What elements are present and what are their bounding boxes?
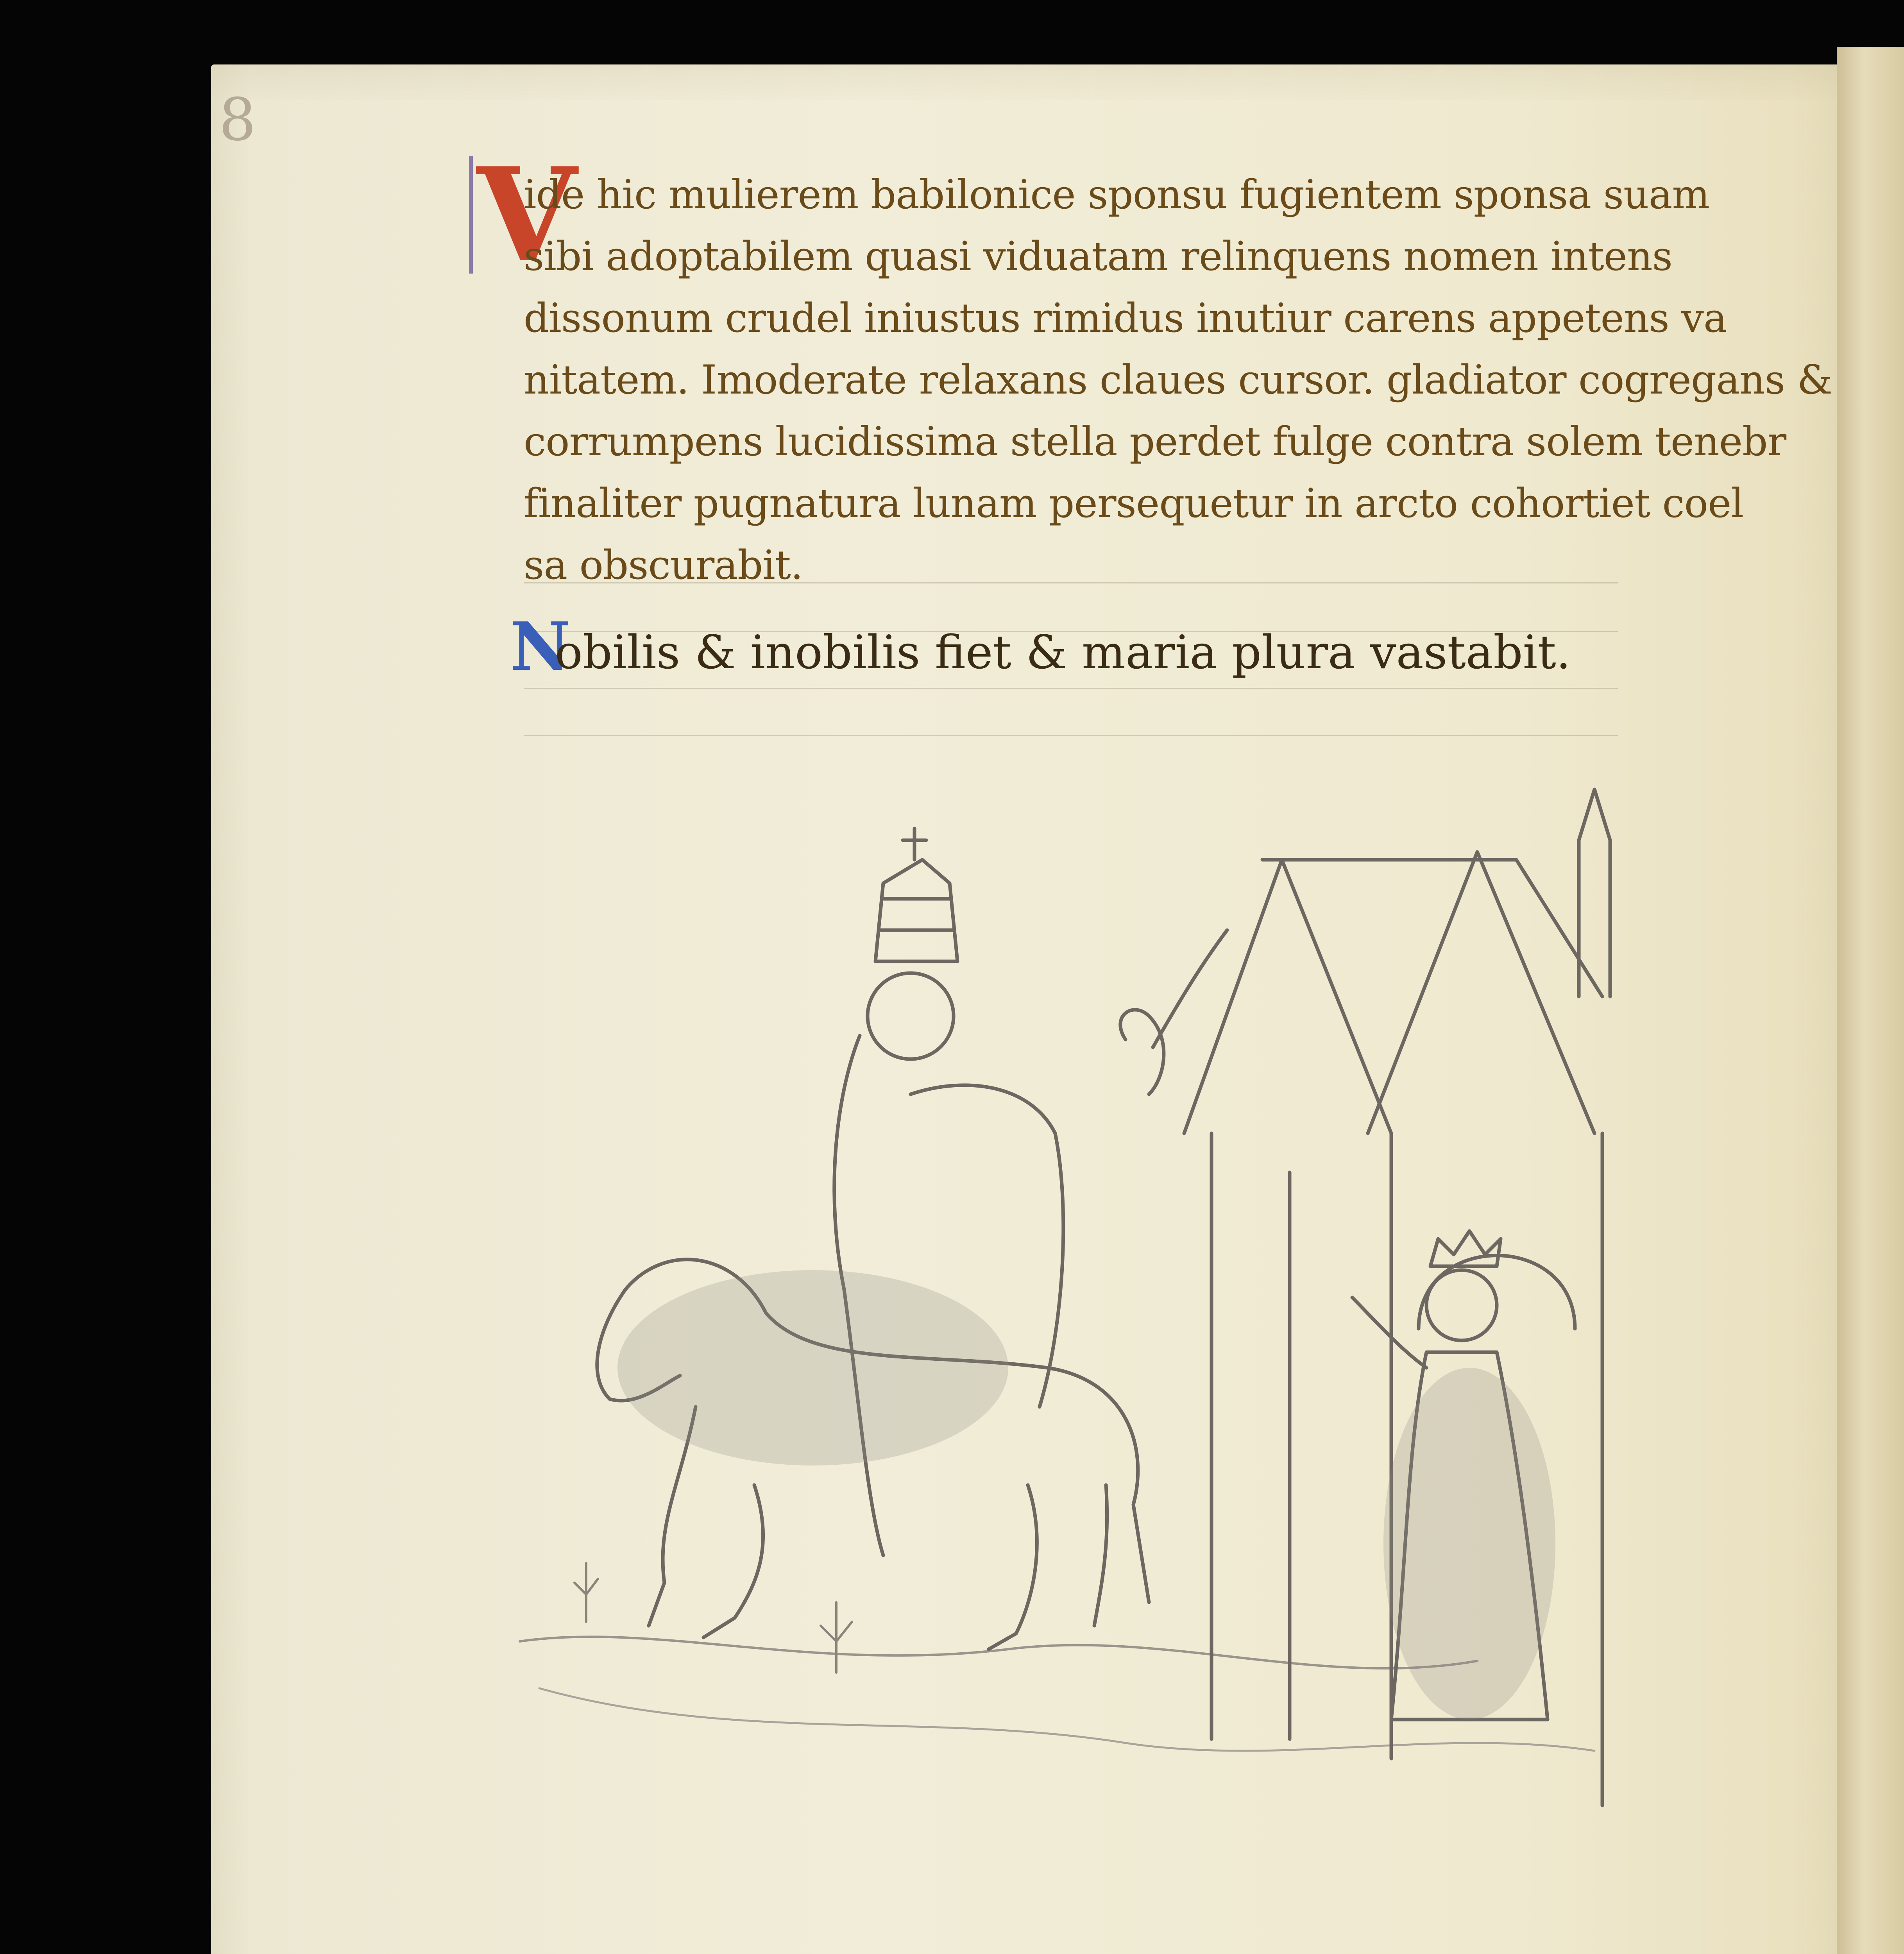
text-line: sa obscurabit.: [524, 542, 803, 589]
decorated-initial-v: V: [469, 156, 571, 274]
binding-gutter: [1837, 47, 1904, 1954]
text-line: dissonum crudel iniustus rimidus inutiur carens appetens va: [524, 295, 1727, 342]
text-line: sibi adoptabilem quasi viduatam relinquens nomen intens: [524, 233, 1673, 280]
ruling-line: [524, 735, 1618, 736]
pope-horse-illustration: [461, 743, 1653, 1954]
text-line: finaliter pugnatura lunam persequetur in arcto cohortiet coel: [524, 480, 1743, 527]
ruling-line: [524, 688, 1618, 689]
ruling-line: [524, 582, 1618, 583]
verse-line: obilis & inobilis fiet & maria plura vastabit.: [555, 625, 1571, 679]
text-line: ide hic mulierem babilonice sponsu fugientem sponsa suam: [524, 172, 1710, 218]
prophecy-text: [524, 164, 1832, 596]
decorated-initial-n: N: [510, 608, 571, 686]
text-line: corrumpens lucidissima stella perdet fulge contra solem tenebr: [524, 419, 1786, 465]
folio-number: 8: [219, 86, 256, 154]
text-line: nitatem. Imoderate relaxans claues cursor. gladiator cogregans &: [524, 357, 1832, 403]
